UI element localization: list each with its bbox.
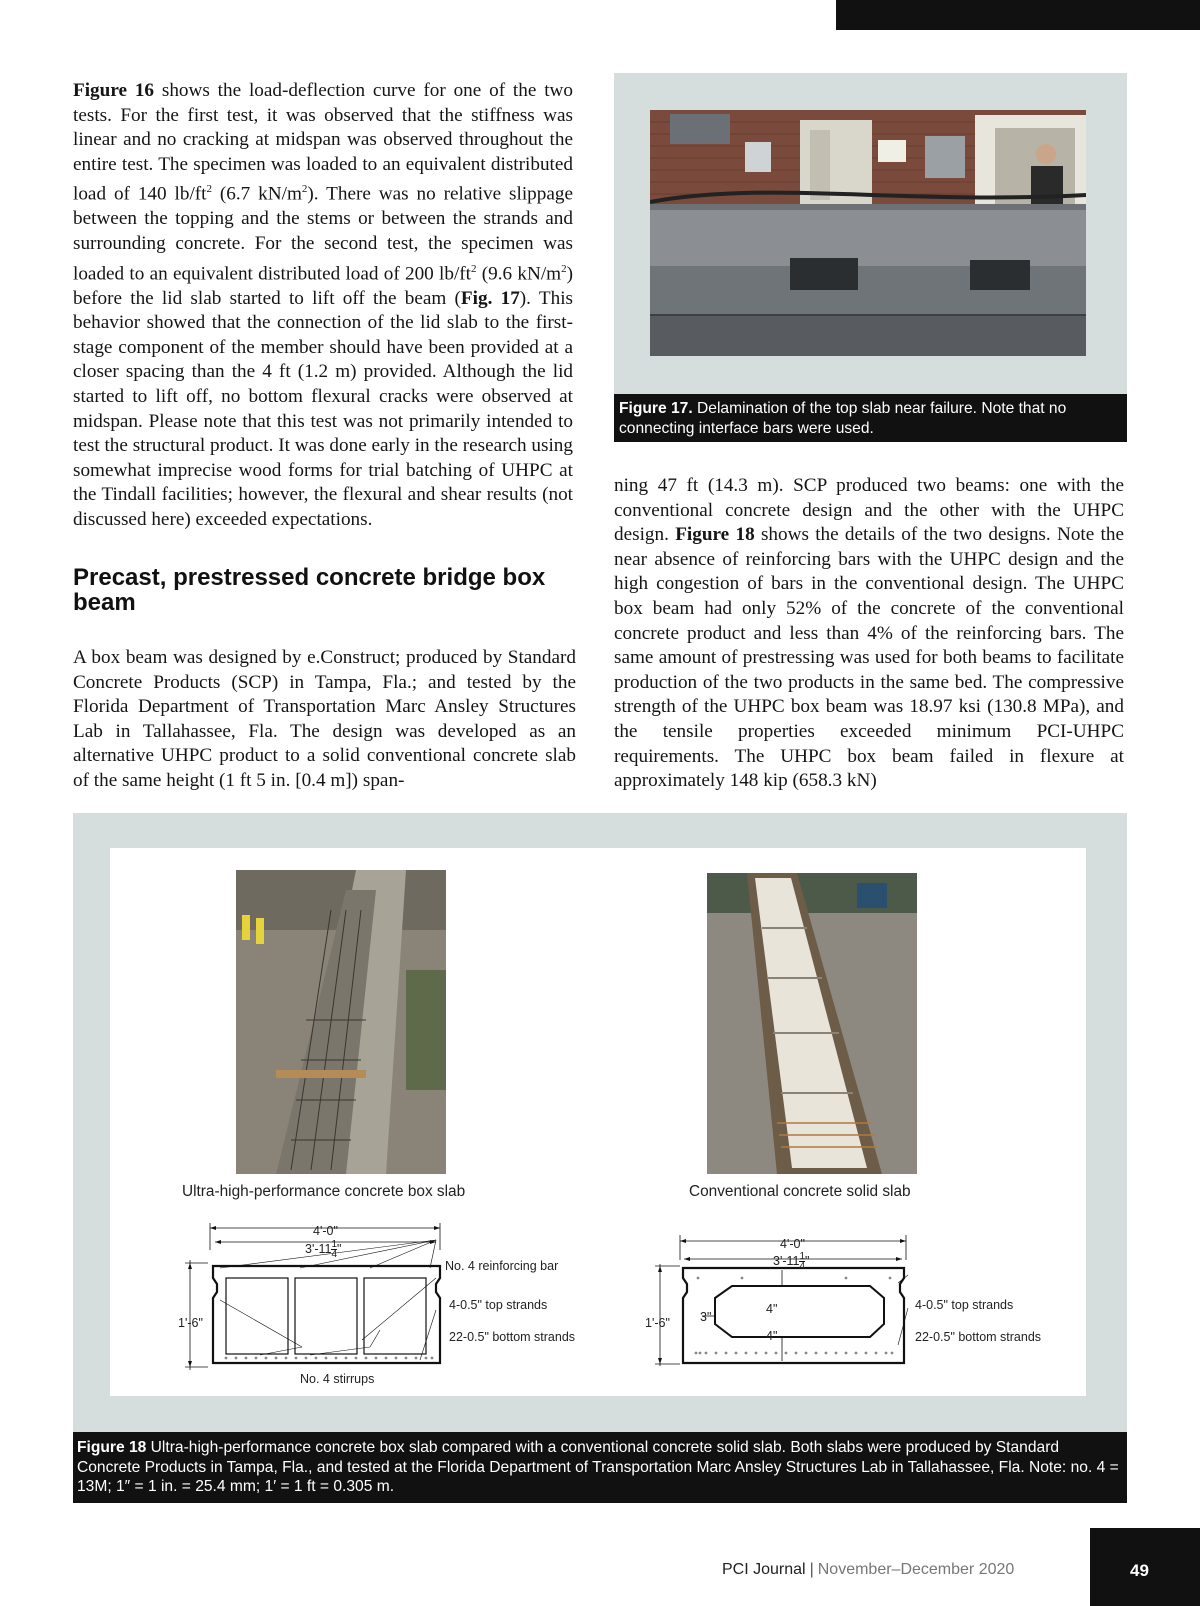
uhpc-height-label: 1'-6" (178, 1316, 203, 1330)
uhpc-bottom-strands-label: 22-0.5" bottom strands (449, 1330, 576, 1344)
conventional-top-thickness-label: 4" (766, 1302, 778, 1316)
uhpc-inner-width-label: 3'-11 $\frac{1}{4}$ " (305, 1239, 342, 1260)
conventional-side-label: 3" (700, 1310, 712, 1324)
figure18-caption: Figure 18 Ultra-high-performance concrete box slab compared with a conventional concrete solid slab. Both slabs were produced by Standard Concrete Products in Tampa, Fla., and tested at the Florida Department of Transportation Marc Ansley Structures Lab in Tallahassee, Fla. Note: no. 4 = 13M; 1″ = 1 in. = 25.4 mm; 1′ = 1 ft = 0.305 m. (73, 1432, 1127, 1503)
conventional-title: Conventional concrete solid slab (689, 1183, 911, 1200)
uhpc-stirrups-label: No. 4 stirrups (300, 1372, 375, 1386)
paragraph-figure16: Figure 16 shows the load-deflection curve for one of the two tests. For the first test, it was observed that the stiffness was linear and no cracking at midspan was observed throughout the entire test. The specimen was loaded to an equivalent distributed load of 140 $lb/ft^2$ (6.7 $kN/m^2$). There was no relative slippage between the topping and the stems or between the strands and surrounding concrete. For the second test, the specimen was loaded to an equivalent distributed load of 200 $lb/ft^2$ (9.6 $kN/m^2$) before the lid slab started to lift off the beam (Fig. 17). This behavior showed that the connection of the lid slab to the first-stage component of the member should have been provided at a closer spacing than the 4 ft (1.2 m) provided. Although the lid started to lift off, no bottom flexural cracks were observed at midspan. Please note that this test was not primarily intended to test the structural product. It was done early in the research using somewhat imprecise wood forms for trial batching of UHPC at the Tindall facilities; however, the flexural and shear results (not discussed here) exceeded expectations. (73, 80, 573, 530)
conventional-width-label: 4'-0" (780, 1237, 805, 1251)
paragraph-box-beam: A box beam was designed by e.Construct; produced by Standard Concrete Products (SCP) in Tampa, Fla.; and tested by the Florida Department of Transportation Marc Ansley Structures Lab in Tallahassee, Fla. The design was developed as an alternative UHPC product to a solid conventional concrete slab of the same height (1 ft 5 in. [0.4 m]) span- (73, 647, 576, 791)
figure17-caption: Figure 17. Delamination of the top slab near failure. Note that no connecting interface bars were used. (614, 394, 1127, 442)
paragraph-box-beam-continued: ning 47 ft (14.3 m). SCP produced two beams: one with the conventional concrete design and the other with the UHPC design. Figure 18 shows the details of the two designs. Note the near absence of reinforcing bars with the UHPC design and the high congestion of bars in the conventional design. The UHPC box beam had only 52% of the concrete of the conventional concrete product and less than 4% of the reinforcing bars. The same amount of prestressing was used for both beams to facilitate production of the two products in the same bed. The compressive strength of the UHPC box beam was 18.97 ksi (130.8 MPa), and the tensile properties exceeded minimum PCI-UHPC requirements. The UHPC box beam failed in flexure at approximately 148 kip (658.3 kN) (614, 475, 1124, 792)
conventional-inner-width-label: 3'-11 $\frac{1}{4}$ " (773, 1251, 810, 1272)
figure18-ref[interactable]: Figure 18 (675, 524, 755, 546)
figure18-photo-conventional (707, 873, 917, 1174)
page-number: 49 (1130, 1561, 1149, 1580)
figure18-photo-uhpc (236, 870, 446, 1174)
conventional-height-label: 1'-6" (645, 1316, 670, 1330)
section-heading: Precast, prestressed concrete bridge box beam (73, 564, 546, 616)
uhpc-rebar-label: No. 4 reinforcing bar (445, 1259, 559, 1273)
uhpc-title: Ultra-high-performance concrete box slab (182, 1183, 466, 1200)
header-bar (836, 0, 1200, 30)
figure17-ref[interactable]: Fig. 17 (460, 287, 520, 309)
footer-journal: PCI Journal | November–December 2020 (722, 1561, 1015, 1578)
uhpc-width-label: 4'-0" (313, 1224, 338, 1238)
conventional-bottom-strands-label: 22-0.5" bottom strands (915, 1330, 1042, 1344)
conventional-bottom-thickness-label: 4" (766, 1329, 778, 1343)
figure16-ref[interactable]: Figure 16 (73, 80, 155, 101)
conventional-top-strands-label: 4-0.5" top strands (915, 1298, 1014, 1312)
figure17-photo (650, 110, 1086, 356)
uhpc-top-strands-label: 4-0.5" top strands (449, 1298, 548, 1312)
